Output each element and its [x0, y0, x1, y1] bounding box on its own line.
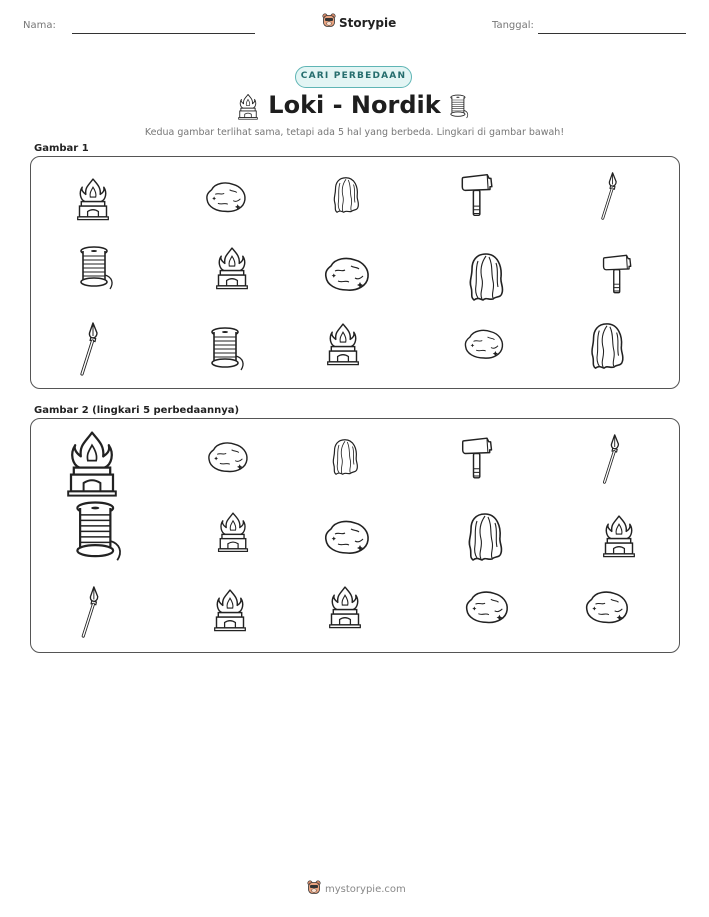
spear-icon[interactable]	[77, 321, 101, 377]
spear-icon[interactable]	[77, 585, 103, 639]
spear-icon[interactable]	[598, 171, 620, 221]
hammer-icon[interactable]	[601, 249, 635, 299]
rock-icon	[464, 587, 510, 627]
rock-icon[interactable]	[463, 325, 505, 363]
rock-icon	[323, 253, 371, 295]
hair-icon	[330, 432, 360, 482]
fire-altar-icon[interactable]	[216, 507, 250, 555]
rock-icon[interactable]	[323, 253, 371, 295]
fire-altar-icon	[64, 427, 120, 497]
rock-icon	[204, 179, 248, 215]
spear-icon[interactable]	[599, 433, 623, 485]
fire-altar-icon	[214, 243, 250, 291]
date-label: Tanggal:	[492, 20, 534, 31]
rock-icon[interactable]	[584, 587, 630, 627]
thread-spool-icon	[447, 92, 471, 120]
thread-spool-icon[interactable]	[63, 497, 133, 563]
fire-altar-icon[interactable]	[214, 243, 250, 291]
hair-icon[interactable]	[331, 171, 361, 219]
fire-altar-icon[interactable]	[601, 511, 637, 559]
instructions: Kedua gambar terlihat sama, tetapi ada 5 hal yang berbeda. Lingkari di gambar bawah!	[144, 127, 565, 138]
fire-altar-icon	[327, 581, 363, 631]
rock-icon[interactable]	[464, 587, 510, 627]
fire-altar-icon[interactable]	[212, 585, 248, 633]
fire-altar-icon[interactable]	[75, 175, 111, 221]
footer-brand	[307, 880, 406, 899]
date-line	[538, 33, 686, 34]
fire-altar-icon[interactable]	[327, 581, 363, 631]
hair-icon[interactable]	[330, 432, 360, 482]
picture-2-panel	[30, 418, 680, 653]
hair-icon[interactable]	[586, 321, 628, 371]
thread-spool-icon	[74, 243, 118, 291]
rock-icon	[323, 517, 371, 557]
rock-icon[interactable]	[204, 179, 248, 215]
rock-icon	[206, 439, 250, 475]
fire-altar-icon	[601, 511, 637, 559]
thread-spool-icon[interactable]	[74, 243, 118, 291]
hair-icon[interactable]	[463, 511, 507, 563]
picture-2-label: Gambar 2 (lingkari 5 perbedaannya)	[34, 405, 240, 416]
name-label: Nama:	[23, 20, 56, 31]
rock-icon[interactable]	[206, 439, 250, 475]
brand-logo	[322, 13, 396, 32]
hammer-icon	[460, 433, 496, 483]
spear-icon	[77, 585, 103, 639]
storypie-bear-logo-icon	[322, 13, 336, 32]
hair-icon	[465, 251, 507, 303]
fire-altar-icon[interactable]	[64, 427, 120, 497]
storypie-bear-logo-icon	[307, 880, 321, 899]
spear-icon	[599, 433, 623, 485]
thread-spool-icon	[205, 323, 249, 373]
thread-spool-icon	[63, 497, 133, 563]
spear-icon	[598, 171, 620, 221]
rock-icon[interactable]	[323, 517, 371, 557]
hair-icon	[586, 321, 628, 371]
fire-altar-icon	[75, 175, 111, 221]
fire-altar-icon	[216, 507, 250, 555]
fire-altar-icon	[212, 585, 248, 633]
hair-icon	[331, 171, 361, 219]
hair-icon	[463, 511, 507, 563]
hammer-icon[interactable]	[459, 171, 497, 219]
activity-badge: CARI PERBEDAAN	[295, 66, 412, 88]
picture-1-panel	[30, 156, 680, 389]
hammer-icon[interactable]	[460, 433, 496, 483]
picture-1-label: Gambar 1	[34, 143, 89, 154]
hair-icon[interactable]	[465, 251, 507, 303]
thread-spool-icon	[447, 92, 471, 120]
hammer-icon	[459, 171, 497, 219]
rock-icon	[463, 325, 505, 363]
name-line	[72, 33, 255, 34]
hammer-icon	[601, 249, 635, 299]
worksheet-title: Loki - Nordik	[268, 91, 441, 119]
spear-icon	[77, 321, 101, 377]
rock-icon	[584, 587, 630, 627]
footer-site: mystorypie.com	[325, 884, 406, 895]
thread-spool-icon[interactable]	[205, 323, 249, 373]
fire-altar-icon[interactable]	[325, 317, 361, 369]
brand-name: Storypie	[339, 15, 397, 30]
fire-altar-icon	[325, 317, 361, 369]
